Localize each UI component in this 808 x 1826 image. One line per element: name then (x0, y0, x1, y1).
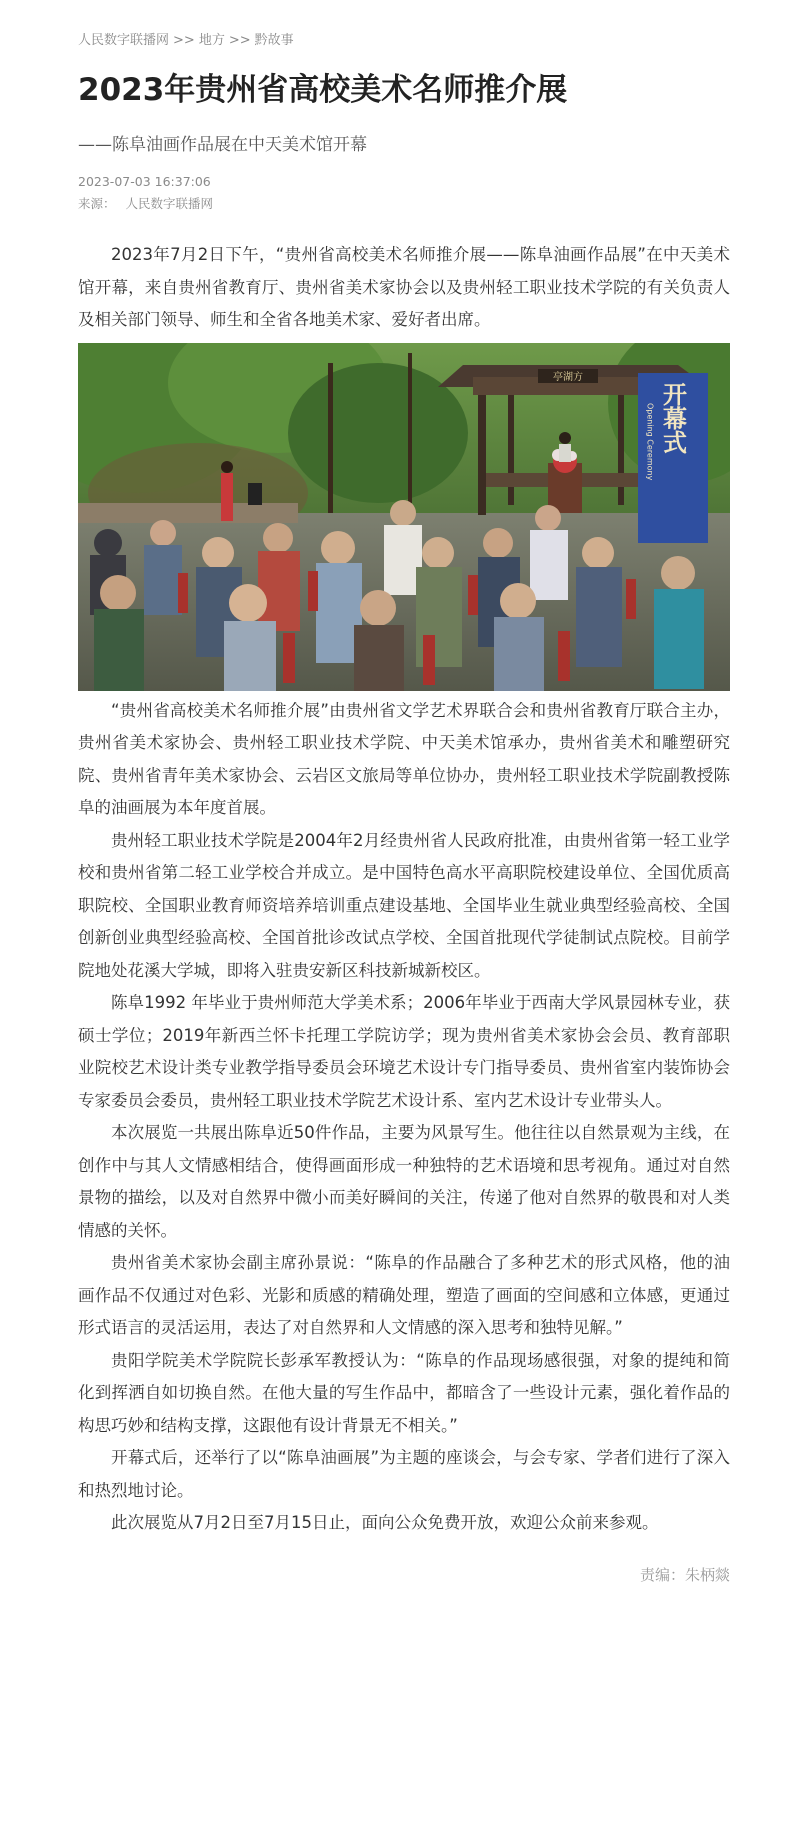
source-name: 人民数字联播网 (125, 196, 214, 211)
banner-title: 开幕式 (658, 381, 688, 454)
paragraph: 本次展览一共展出陈阜近50件作品，主要为风景写生。他往往以自然景观为主线，在创作中与其人文情感相结合，使得画面形成一种独特的艺术语境和思考视角。通过对自然景物的描绘，以及对自然界中微小而美好瞬间的关注，传递了他对自然界的敬畏和对人类情感的关怀。 (78, 1123, 730, 1240)
paragraph: 贵州省美术家协会副主席孙景说：“陈阜的作品融合了多种艺术的形式风格，他的油画作品不仅通过对色彩、光影和质感的精确处理，塑造了画面的空间感和立体感，更通过形式语言的灵活运用，表达了对自然界和人文情感的深入思考和独特见解。” (78, 1253, 730, 1337)
editor-credit: 责编：朱柄燚 (639, 1565, 730, 1584)
paragraph: 开幕式后，还举行了以“陈阜油画展”为主题的座谈会，与会专家、学者们进行了深入和热烈地讨论。 (78, 1448, 730, 1500)
pavilion-sign: 亭湖方 (553, 371, 583, 383)
paragraph: 此次展览从7月2日至7月15日止，面向公众免费开放，欢迎公众前来参观。 (111, 1513, 659, 1532)
article-body (78, 239, 730, 1540)
article-meta (78, 171, 730, 215)
article-title: 2023年贵州省高校美术名师推介展 (78, 72, 568, 108)
paragraph: 2023年7月2日下午，“贵州省高校美术名师推介展——陈阜油画作品展”在中天美术馆开幕，来自贵州省教育厅、贵州省美术家协会以及贵州轻工职业技术学院的有关负责人及相关部门领导、师生和全省各地美术家、爱好者出席。 (78, 245, 730, 329)
banner-subtitle: Opening Ceremony (645, 402, 655, 480)
paragraph: 贵阳学院美术学院院长彭承军教授认为：“陈阜的作品现场感很强，对象的提纯和简化到挥洒自如切换自然。在他大量的写生作品中，都暗含了一些设计元素，强化着作品的构思巧妙和结构支撑，这跟他有设计背景无不相关。” (78, 1350, 730, 1435)
publish-datetime: 2023-07-03 16:37:06 (78, 174, 211, 189)
breadcrumb-link-local[interactable]: 地方 (198, 33, 225, 48)
breadcrumb-link-guizhou-stories[interactable]: 黔故事 (254, 33, 294, 48)
breadcrumb-link-home[interactable]: 人民数字联播网 (78, 33, 170, 48)
source-label: 来源： (78, 196, 116, 211)
paragraph: 贵州轻工职业技术学院是2004年2月经贵州省人民政府批准，由贵州省第一轻工业学校和贵州省第二轻工业学校合并成立。是中国特色高水平高职院校建设单位、全国优质高职院校、全国职业教育师资培养培训重点建设基地、全国毕业生就业典型经验高校、全国创新创业典型经验高校、全国首批诊改试点学校、全国首批现代学徒制试点院校。目前学院地处花溪大学城，即将入驻贵安新区科技新城新校区。 (78, 830, 730, 980)
paragraph: 陈阜1992 年毕业于贵州师范大学美术系；2006年毕业于西南大学风景园林专业，获硕士学位；2019年新西兰怀卡托理工学院访学；现为贵州省美术家协会会员、教育部职业院校艺术设计类专业教学指导委员会环境艺术设计专门指导委员、贵州省室内装饰协会专家委员会委员，贵州轻工职业技术学院艺术设计系、室内艺术设计专业带头人。 (78, 993, 730, 1110)
article-subtitle: ——陈阜油画作品展在中天美术馆开幕 (78, 135, 367, 155)
paragraph: “贵州省高校美术名师推介展”由贵州省文学艺术界联合会和贵州省教育厅联合主办，贵州省美术家协会、贵州轻工职业技术学院、中天美术馆承办，贵州省美术和雕塑研究院、贵州省青年美术家协会、云岩区文旅局等单位协办，贵州轻工职业技术学院副教授陈阜的油画展为本年度首展。 (78, 700, 730, 817)
opening-ceremony-photo (78, 343, 730, 691)
article (78, 28, 730, 1588)
breadcrumb-separator: >> (228, 33, 251, 48)
article-source (78, 193, 730, 215)
breadcrumb (78, 28, 730, 54)
breadcrumb-separator: >> (173, 33, 195, 48)
